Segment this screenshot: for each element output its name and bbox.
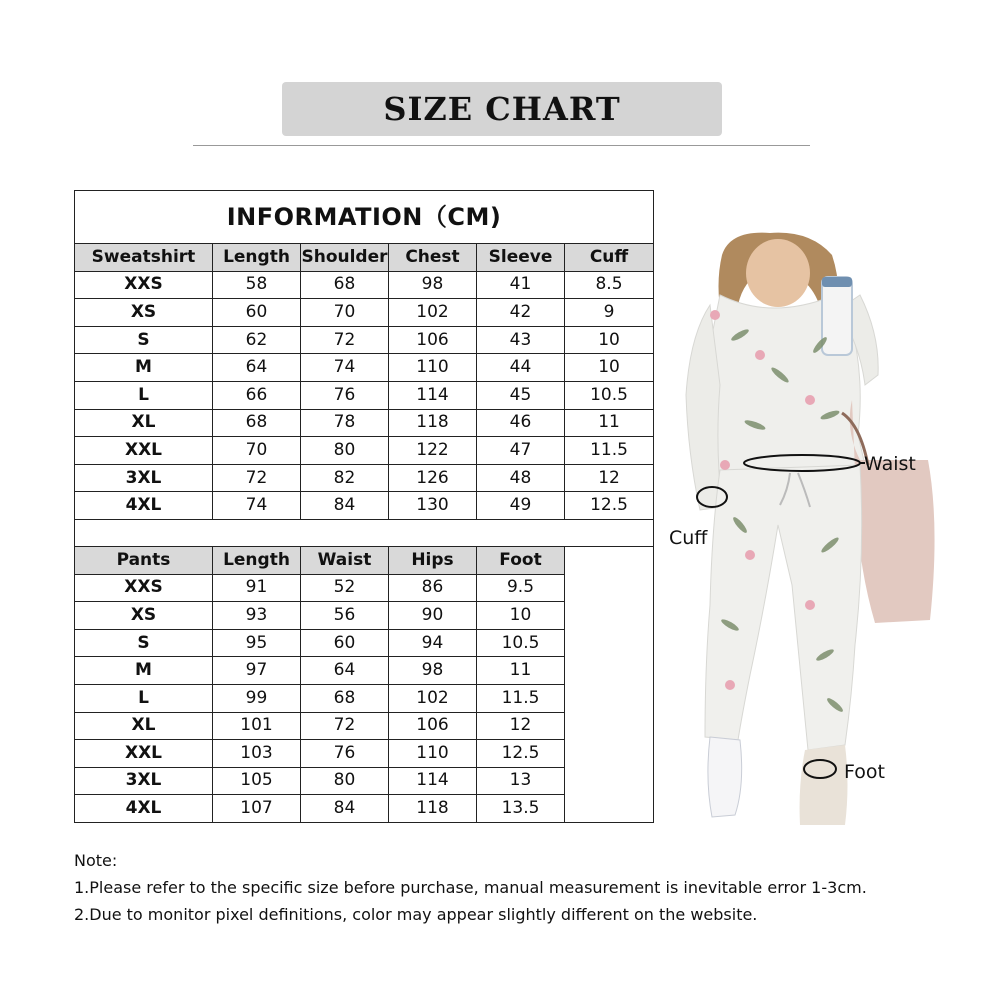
left-shoe-shape	[708, 737, 742, 817]
sweatshirt-value-cell: 114	[389, 381, 477, 409]
sweatshirt-value-cell: 62	[213, 326, 301, 354]
pants-value-cell: 98	[389, 657, 477, 685]
sweatshirt-value-cell: 82	[301, 464, 389, 492]
pants-value-cell: 68	[301, 684, 389, 712]
pants-value-cell: 105	[213, 767, 301, 795]
sweatshirt-value-cell: 48	[477, 464, 565, 492]
size-info-table	[74, 190, 654, 823]
sweatshirt-value-cell: 9	[565, 299, 654, 327]
sweatshirt-column-header: Chest	[389, 244, 477, 272]
sweatshirt-value-cell: 44	[477, 354, 565, 382]
empty-cell	[565, 629, 654, 657]
pants-value-cell: 13	[477, 767, 565, 795]
pants-value-cell: 102	[389, 684, 477, 712]
sweatshirt-size-cell: XXL	[75, 437, 213, 465]
pants-value-cell: 90	[389, 602, 477, 630]
pants-size-cell: 4XL	[75, 795, 213, 823]
pants-column-header: Hips	[389, 546, 477, 574]
sweatshirt-value-cell: 78	[301, 409, 389, 437]
pants-value-cell: 110	[389, 740, 477, 768]
pants-value-cell: 118	[389, 795, 477, 823]
sweatshirt-column-header: Sleeve	[477, 244, 565, 272]
sweatshirt-size-cell: 4XL	[75, 492, 213, 520]
sweatshirt-size-cell: XL	[75, 409, 213, 437]
sweatshirt-value-cell: 11.5	[565, 437, 654, 465]
pants-size-cell: XL	[75, 712, 213, 740]
sweatshirt-value-cell: 74	[301, 354, 389, 382]
sweatshirt-value-cell: 102	[389, 299, 477, 327]
sweatshirt-value-cell: 70	[213, 437, 301, 465]
pants-size-cell: XXL	[75, 740, 213, 768]
table-title: INFORMATION（CM)	[75, 191, 654, 244]
sweatshirt-value-cell: 68	[301, 271, 389, 299]
cuff-label: Cuff	[669, 527, 708, 549]
pants-value-cell: 64	[301, 657, 389, 685]
sweatshirt-value-cell: 10	[565, 354, 654, 382]
sweatshirt-value-cell: 60	[213, 299, 301, 327]
empty-cell	[565, 740, 654, 768]
sweatshirt-value-cell: 122	[389, 437, 477, 465]
sweatshirt-column-header: Sweatshirt	[75, 244, 213, 272]
notes-heading: Note:	[74, 851, 118, 870]
pants-value-cell: 95	[213, 629, 301, 657]
sweatshirt-value-cell: 10	[565, 326, 654, 354]
pants-value-cell: 86	[389, 574, 477, 602]
pants-column-header: Foot	[477, 546, 565, 574]
pants-value-cell: 101	[213, 712, 301, 740]
sweatshirt-value-cell: 84	[301, 492, 389, 520]
pants-value-cell: 12	[477, 712, 565, 740]
pants-value-cell: 97	[213, 657, 301, 685]
pants-value-cell: 80	[301, 767, 389, 795]
foot-label: Foot	[844, 761, 885, 783]
sweatshirt-value-cell: 41	[477, 271, 565, 299]
empty-cell	[565, 657, 654, 685]
sweatshirt-value-cell: 74	[213, 492, 301, 520]
sweatshirt-value-cell: 70	[301, 299, 389, 327]
pants-value-cell: 114	[389, 767, 477, 795]
pants-value-cell: 12.5	[477, 740, 565, 768]
sweatshirt-size-cell: M	[75, 354, 213, 382]
pants-value-cell: 11	[477, 657, 565, 685]
pants-value-cell: 91	[213, 574, 301, 602]
sweatshirt-value-cell: 72	[301, 326, 389, 354]
sweatshirt-value-cell: 118	[389, 409, 477, 437]
pants-value-cell: 93	[213, 602, 301, 630]
sweatshirt-value-cell: 45	[477, 381, 565, 409]
empty-cell	[565, 795, 654, 823]
empty-cell	[565, 574, 654, 602]
sweatshirt-value-cell: 106	[389, 326, 477, 354]
sweatshirt-value-cell: 12.5	[565, 492, 654, 520]
pants-column-header: Length	[213, 546, 301, 574]
pants-size-cell: 3XL	[75, 767, 213, 795]
sweatshirt-value-cell: 12	[565, 464, 654, 492]
pants-column-header: Pants	[75, 546, 213, 574]
pants-value-cell: 10.5	[477, 629, 565, 657]
sweatshirt-size-cell: XXS	[75, 271, 213, 299]
pants-value-cell: 103	[213, 740, 301, 768]
tote-bag-shape	[850, 400, 935, 623]
coffee-cup-shape	[822, 277, 852, 355]
pants-value-cell: 11.5	[477, 684, 565, 712]
pants-value-cell: 9.5	[477, 574, 565, 602]
face-shape	[746, 239, 810, 307]
empty-cell	[565, 684, 654, 712]
pants-value-cell: 84	[301, 795, 389, 823]
sweatshirt-value-cell: 66	[213, 381, 301, 409]
sweatshirt-value-cell: 8.5	[565, 271, 654, 299]
sweatshirt-column-header: Cuff	[565, 244, 654, 272]
sweatshirt-value-cell: 68	[213, 409, 301, 437]
sweatshirt-value-cell: 80	[301, 437, 389, 465]
banner-divider	[193, 145, 810, 146]
sweatshirt-value-cell: 42	[477, 299, 565, 327]
sweatshirt-value-cell: 98	[389, 271, 477, 299]
empty-cell	[565, 767, 654, 795]
pants-size-cell: XXS	[75, 574, 213, 602]
empty-cell	[565, 546, 654, 574]
pants-column-header: Waist	[301, 546, 389, 574]
empty-cell	[565, 602, 654, 630]
sweatshirt-value-cell: 64	[213, 354, 301, 382]
sweatshirt-size-cell: XS	[75, 299, 213, 327]
sweatshirt-value-cell: 49	[477, 492, 565, 520]
pants-value-cell: 76	[301, 740, 389, 768]
pants-value-cell: 52	[301, 574, 389, 602]
model-figure	[660, 225, 960, 830]
sweatshirt-value-cell: 43	[477, 326, 565, 354]
sweatshirt-value-cell: 72	[213, 464, 301, 492]
notes-section	[74, 847, 867, 928]
sweatshirt-value-cell: 76	[301, 381, 389, 409]
table-spacer-row	[75, 519, 654, 546]
sweatshirt-size-cell: S	[75, 326, 213, 354]
waist-label: Waist	[864, 453, 916, 475]
pants-value-cell: 99	[213, 684, 301, 712]
sweatshirt-value-cell: 47	[477, 437, 565, 465]
pants-value-cell: 56	[301, 602, 389, 630]
sweatshirt-value-cell: 58	[213, 271, 301, 299]
pants-value-cell: 60	[301, 629, 389, 657]
pants-size-cell: XS	[75, 602, 213, 630]
sweatshirt-value-cell: 126	[389, 464, 477, 492]
pants-value-cell: 107	[213, 795, 301, 823]
pants-value-cell: 72	[301, 712, 389, 740]
note-item: 2.Due to monitor pixel definitions, color may appear slightly different on the website.	[74, 905, 758, 924]
note-item: 1.Please refer to the specific size before purchase, manual measurement is inevitable error 1-3cm.	[74, 878, 867, 897]
pants-size-cell: M	[75, 657, 213, 685]
sweatshirt-value-cell: 11	[565, 409, 654, 437]
empty-cell	[565, 712, 654, 740]
size-chart-banner: SIZE CHART	[282, 82, 722, 136]
sweatshirt-column-header: Length	[213, 244, 301, 272]
cup-lid-shape	[822, 277, 852, 287]
sweatshirt-value-cell: 110	[389, 354, 477, 382]
pants-value-cell: 10	[477, 602, 565, 630]
pants-value-cell: 13.5	[477, 795, 565, 823]
pants-value-cell: 106	[389, 712, 477, 740]
pants-value-cell: 94	[389, 629, 477, 657]
sweatshirt-value-cell: 46	[477, 409, 565, 437]
right-leg-shape	[800, 745, 848, 825]
sweatshirt-size-cell: 3XL	[75, 464, 213, 492]
pants-size-cell: S	[75, 629, 213, 657]
sweatshirt-value-cell: 10.5	[565, 381, 654, 409]
sweatshirt-size-cell: L	[75, 381, 213, 409]
sweatshirt-value-cell: 130	[389, 492, 477, 520]
sweatshirt-column-header: Shoulder	[301, 244, 389, 272]
pants-size-cell: L	[75, 684, 213, 712]
